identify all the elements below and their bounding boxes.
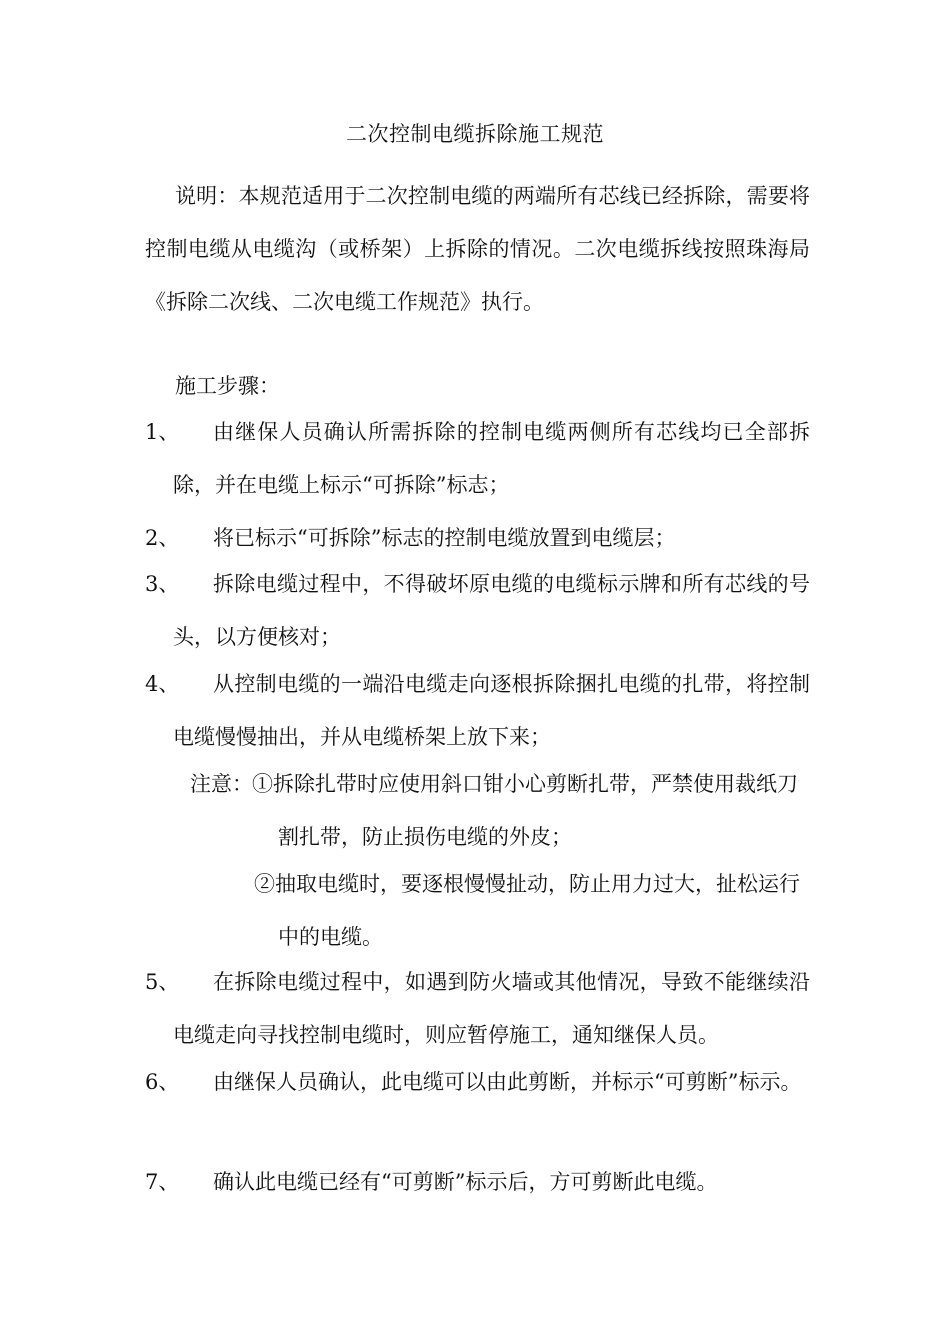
step-number: 4、 [145, 672, 180, 696]
step-text: 从控制电缆的一端沿电缆走向逐根拆除捆扎电缆的扎带，将控制电缆慢慢抽出，并从电缆桥架上放下来； [173, 672, 810, 749]
step-number: 5、 [145, 970, 180, 994]
document-title: 二次控制电缆拆除施工规范 [346, 122, 604, 146]
step-1 [145, 406, 810, 512]
step-text: 拆除电缆过程中，不得破坏原电缆的电缆标示牌和所有芯线的号头，以方便核对； [173, 572, 810, 649]
intro-paragraph: 说明：本规范适用于二次控制电缆的两端所有芯线已经拆除，需要将控制电缆从电缆沟（或桥架）上拆除的情况。二次电缆拆线按照珠海局《拆除二次线、二次电缆工作规范》执行。 [145, 184, 810, 314]
step-text: 由继保人员确认所需拆除的控制电缆两侧所有芯线均已全部拆除，并在电缆上标示“可拆除”标志； [173, 420, 810, 497]
note-text: ①拆除扎带时应使用斜口钳小心剪断扎带，严禁使用裁纸刀割扎带，防止损伤电缆的外皮； [252, 772, 798, 849]
step-5 [145, 956, 810, 1062]
steps-heading: 施工步骤： [175, 374, 280, 398]
step-number: 3、 [145, 572, 180, 596]
step-number: 7、 [145, 1170, 180, 1194]
step-text: 确认此电缆已经有“可剪断”标示后，方可剪断此电缆。 [213, 1170, 718, 1194]
step-3 [145, 558, 810, 664]
step-number: 2、 [145, 526, 180, 550]
note-item-1 [190, 758, 810, 864]
note-label: 注意： [190, 772, 253, 796]
note-text: ②抽取电缆时，要逐根慢慢扯动，防止用力过大，扯松运行中的电缆。 [254, 872, 800, 949]
step-4 [145, 658, 810, 764]
step-7 [145, 1156, 810, 1209]
note-item-2 [254, 858, 810, 964]
step-number: 1、 [145, 420, 180, 444]
step-text: 在拆除电缆过程中，如遇到防火墙或其他情况，导致不能继续沿电缆走向寻找控制电缆时，则应暂停施工，通知继保人员。 [173, 970, 810, 1047]
step-text: 将已标示“可拆除”标志的控制电缆放置到电缆层； [213, 526, 676, 550]
step-text: 由继保人员确认，此电缆可以由此剪断，并标示“可剪断”标示。 [213, 1070, 802, 1094]
step-6 [145, 1056, 810, 1109]
step-number: 6、 [145, 1070, 180, 1094]
